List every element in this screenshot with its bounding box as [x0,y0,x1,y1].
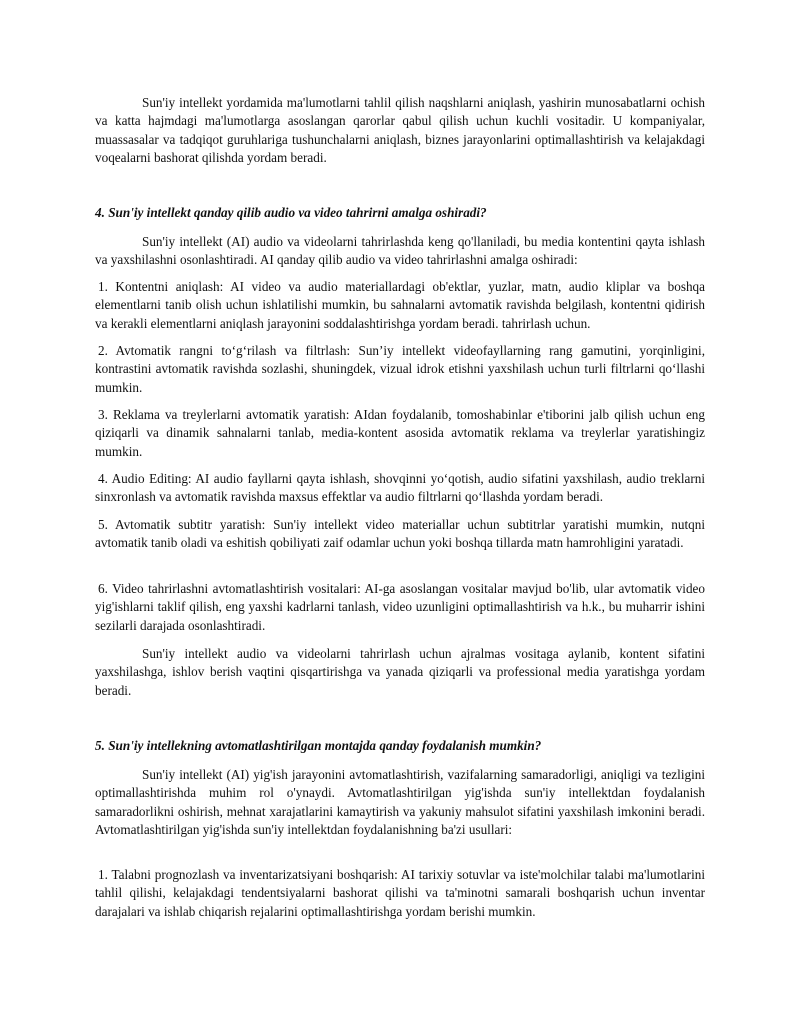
section-5-intro: Sun'iy intellekt (AI) yig'ish jarayonini avtomatlashtirish, vazifalarning samaradorligi, aniqligi va tezligini optimallashtirishda muhim rol o'ynaydi. Avtomatlashtirilgan yig'ishda sun'iy intellektdan foydalanish samaradorlikni oshirish, mehnat xarajatlarini kamaytirish va yakuniy mahsulot sifatini yaxshilash imkonini beradi. Avtomatlashtirilgan yig'ishda sun'iy intellektdan foydalanishning ba'zi usullari: [95,767,705,838]
section-4-conclusion: Sun'iy intellekt audio va videolarni tahrirlash uchun ajralmas vositaga aylanib, kontent sifatini yaxshilashga, ishlov berish vaqtini qisqartirishga va yanada qiziqarli va professional media yaratishga yordam beradi. [95,646,705,698]
section-4-item-3: 3. Reklama va treylerlarni avtomatik yaratish: AIdan foydalanib, tomoshabinlar e'tiborini jalb qilish uchun eng qiziqarli va dinamik sahnalarni tanlab, media-kontent asosida avtomatik reklama va treylerlar yaratishingiz mumkin. [95,407,705,459]
section-4-heading: 4. Sun'iy intellekt qanday qilib audio va video tahrirni amalga oshiradi? [95,205,487,220]
section-4-item-4: 4. Audio Editing: AI audio fayllarni qayta ishlash, shovqinni yo‘qotish, audio sifatini yaxshilash, audio treklarni sinxronlash va avtomatik ravishda maxsus effektlar va audio filtrlarni qo‘llashda yordam beradi. [95,471,705,505]
section-4-item-1: 1. Kontentni aniqlash: AI video va audio materiallardagi ob'ektlar, yuzlar, matn, audio kliplar va boshqa elementlarni tanib olish uchun ishlatilishi mumkin, bu sahnalarni avtomatik ravishda belgilash, kontentni qidirish va kerakli elementlarni aniqlash jarayonini soddalashtirishga yordam beradi. tahrirlash uchun. [95,279,705,331]
intro-paragraph: Sun'iy intellekt yordamida ma'lumotlarni tahlil qilish naqshlarni aniqlash, yashirin munosabatlarni ochish va katta hajmdagi ma'lumotlarga asoslangan qarorlar qabul qilish uchun kuchli vositadir. U kompaniyalar, muassasalar va tadqiqot guruhlariga tushunchalarni aniqlash, biznes jarayonlarini optimallashtirish va kelajakdagi voqealarni bashorat qilishda yordam beradi. [95,95,705,166]
section-4-intro: Sun'iy intellekt (AI) audio va videolarni tahrirlashda keng qo'llaniladi, bu media kontentini qayta ishlash va yaxshilashni osonlashtiradi. AI qanday qilib audio va video tahrirlashni amalga oshiradi: [95,234,705,268]
section-5-heading: 5. Sun'iy intellekning avtomatlashtirilgan montajda qanday foydalanish mumkin? [95,738,542,753]
section-4-item-6: 6. Video tahrirlashni avtomatlashtirish vositalari: AI-ga asoslangan vositalar mavjud bo'lib, ular avtomatik video yig'ishlarni taklif qilish, eng yaxshi kadrlarni tanlash, video uzunligini optimallashtirish va h.k., bu muharrir ishini sezilarli darajada osonlashtiradi. [95,581,705,633]
section-4-item-5: 5. Avtomatik subtitr yaratish: Sun'iy intellekt video materiallar uchun subtitrlar yaratishi mumkin, nutqni avtomatik tanib oladi va eshitish qobiliyati zaif odamlar uchun yoki boshqa tillarda matn hamrohligini yaratadi. [95,517,705,551]
section-4-item-2: 2. Avtomatik rangni to‘g‘rilash va filtrlash: Sun’iy intellekt videofayllarning rang gamutini, yorqinligini, kontrastini avtomatik ravishda sozlashi, shuningdek, vizual idrok etishni yaxshilash uchun turli filtrlarni qo‘llashi mumkin. [95,343,705,395]
section-5-item-1: 1. Talabni prognozlash va inventarizatsiyani boshqarish: AI tarixiy sotuvlar va iste'molchilar talabi ma'lumotlarini tahlil qilishi, kelajakdagi tendentsiyalarni bashorat qilishi va ta'minotni samarali boshqarish uchun inventar darajalari va ishlab chiqarish rejalarini optimallashtirishga yordam berishi mumkin. [95,867,705,919]
